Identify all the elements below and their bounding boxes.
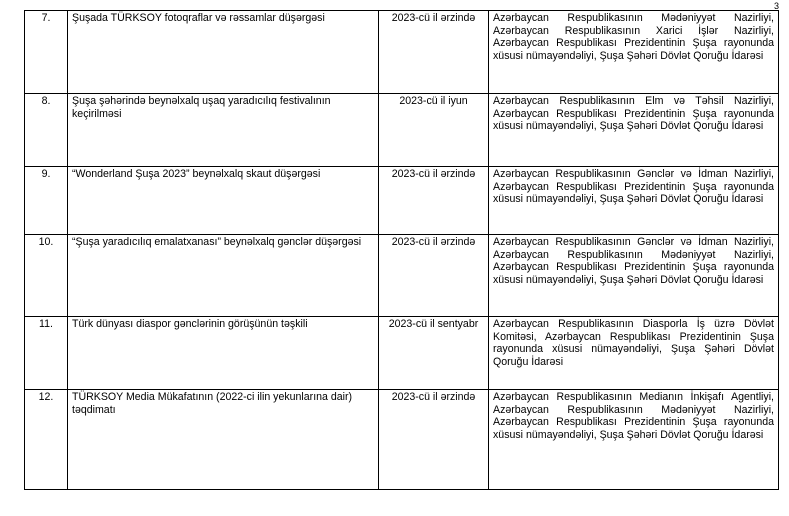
responsible-bodies: Azərbaycan Respublikasının Mədəniyyət Nazirliyi, Azərbaycan Respublikasının Xarici İşlər Nazirliyi, Azərbaycan Respublikası Prezidentinin Şuşa rayonunda xüsusi nümayəndəliyi, Şuşa Şəhəri Dövlət Qoruğu İdarəsi	[489, 11, 779, 94]
row-number: 11.	[25, 317, 68, 390]
event-date: 2023-cü il ərzində	[379, 390, 489, 490]
row-number: 10.	[25, 235, 68, 317]
table-row	[25, 94, 779, 167]
page-number: 3	[773, 1, 779, 11]
event-date: 2023-cü il ərzində	[379, 11, 489, 94]
responsible-bodies: Azərbaycan Respublikasının Diasporla İş üzrə Dövlət Komitəsi, Azərbaycan Respublikası Prezidentinin Şuşa rayonunda xüsusi nümayəndəliyi, Şuşa Şəhəri Dövlət Qoruğu İdarəsi	[489, 317, 779, 390]
table-row	[25, 390, 779, 490]
event-name: “Wonderland Şuşa 2023” beynəlxalq skaut düşərgəsi	[68, 167, 379, 235]
row-number: 9.	[25, 167, 68, 235]
table-row	[25, 317, 779, 390]
event-name: Şuşada TÜRKSOY fotoqraflar və rəssamlar düşərgəsi	[68, 11, 379, 94]
responsible-bodies: Azərbaycan Respublikasının Medianın İnkişafı Agentliyi, Azərbaycan Respublikasının Mədəniyyət Nazirliyi, Azərbaycan Respublikası Prezidentinin Şuşa rayonunda xüsusi nümayəndəliyi, Şuşa Şəhəri Dövlət Qoruğu İdarəsi	[489, 390, 779, 490]
responsible-bodies: Azərbaycan Respublikasının Elm və Təhsil Nazirliyi, Azərbaycan Respublikası Prezidentinin Şuşa rayonunda xüsusi nümayəndəliyi, Şuşa Şəhəri Dövlət Qoruğu İdarəsi	[489, 94, 779, 167]
responsible-bodies: Azərbaycan Respublikasının Gənclər və İdman Nazirliyi, Azərbaycan Respublikasının Mədəniyyət Nazirliyi, Azərbaycan Respublikası Prezidentinin Şuşa rayonunda xüsusi nümayəndəliyi, Şuşa Şəhəri Dövlət Qoruğu İdarəsi	[489, 235, 779, 317]
event-name: TÜRKSOY Media Mükafatının (2022-ci ilin yekunlarına dair) təqdimatı	[68, 390, 379, 490]
event-date: 2023-cü il ərzində	[379, 167, 489, 235]
table-row	[25, 167, 779, 235]
event-name: Şuşa şəhərində beynəlxalq uşaq yaradıcılıq festivalının keçirilməsi	[68, 94, 379, 167]
event-name: Türk dünyası diaspor gənclərinin görüşünün təşkili	[68, 317, 379, 390]
event-name: “Şuşa yaradıcılıq emalatxanası” beynəlxalq gənclər düşərgəsi	[68, 235, 379, 317]
event-date: 2023-cü il sentyabr	[379, 317, 489, 390]
responsible-bodies: Azərbaycan Respublikasının Gənclər və İdman Nazirliyi, Azərbaycan Respublikası Prezidentinin Şuşa rayonunda xüsusi nümayəndəliyi, Şuşa Şəhəri Dövlət Qoruğu İdarəsi	[489, 167, 779, 235]
row-number: 12.	[25, 390, 68, 490]
event-plan-table	[24, 10, 779, 490]
event-date: 2023-cü il ərzində	[379, 235, 489, 317]
event-date: 2023-cü il iyun	[379, 94, 489, 167]
row-number: 8.	[25, 94, 68, 167]
table-row	[25, 235, 779, 317]
row-number: 7.	[25, 11, 68, 94]
table-row	[25, 11, 779, 94]
